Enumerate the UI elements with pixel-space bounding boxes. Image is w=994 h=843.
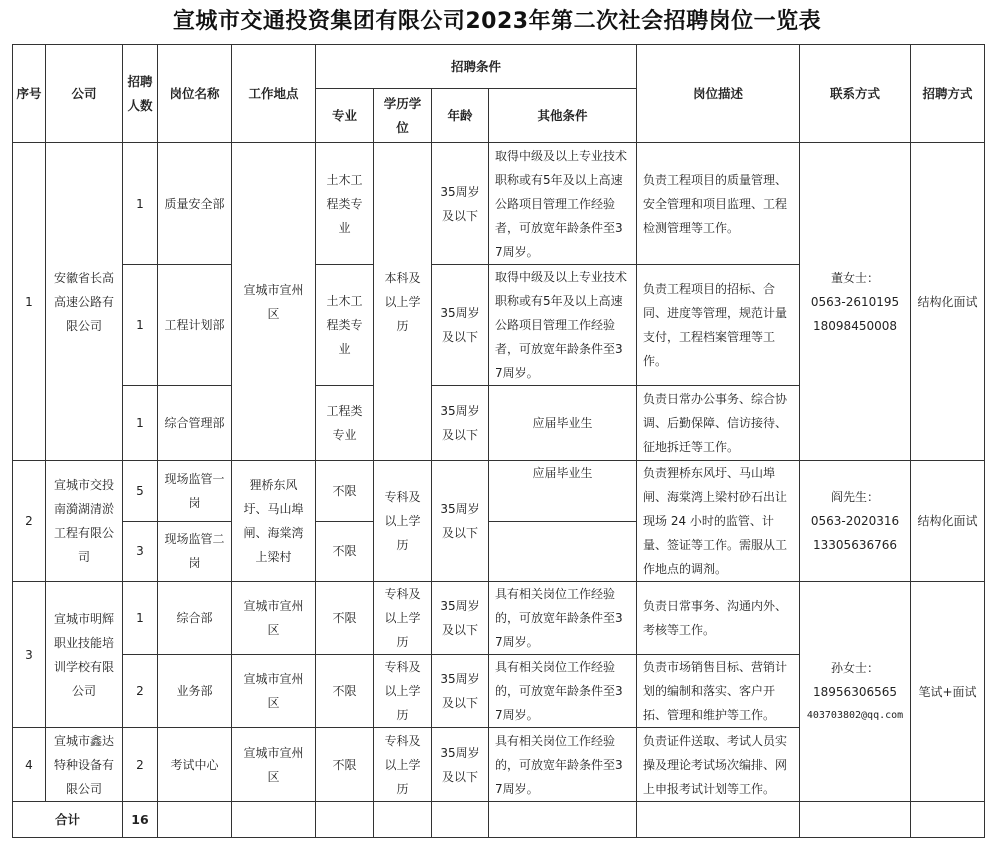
other-cell: 取得中级及以上专业技术职称或有5年及以上高速公路项目管理工作经验者，可放宽年龄条件至37周岁。 [489, 265, 637, 386]
method-cell: 结构化面试 [911, 461, 985, 582]
method-cell: 笔试+面试 [911, 582, 985, 802]
age-cell: 35周岁及以下 [432, 655, 489, 728]
education-cell: 专科及以上学历 [374, 461, 432, 582]
header-seq: 序号 [13, 45, 46, 143]
total-empty [316, 802, 374, 838]
table-row [13, 143, 985, 265]
description-cell: 负责工程项目的质量管理、安全管理和项目监理、工程检测管理等工作。 [637, 143, 800, 265]
company-cell: 宣城市明辉职业技能培训学校有限公司 [46, 582, 123, 728]
description-cell: 负责工程项目的招标、合同、进度等管理，规范计量支付，工程档案管理等工作。 [637, 265, 800, 386]
position-cell: 质量安全部 [158, 143, 232, 265]
description-cell: 负责证件送取、考试人员实操及理论考试场次编排、网上申报考试计划等工作。 [637, 728, 800, 802]
age-cell: 35周岁及以下 [432, 461, 489, 582]
header-location: 工作地点 [232, 45, 316, 143]
header-row-1 [13, 45, 985, 89]
header-company: 公司 [46, 45, 123, 143]
age-cell: 35周岁及以下 [432, 265, 489, 386]
total-empty [158, 802, 232, 838]
header-contact: 联系方式 [800, 45, 911, 143]
total-empty [232, 802, 316, 838]
company-cell: 宣城市交投南漪湖清淤工程有限公司 [46, 461, 123, 582]
other-cell: 具有相关岗位工作经验的，可放宽年龄条件至37周岁。 [489, 728, 637, 802]
contact-email: 403703802@qq.com [806, 709, 904, 721]
count-cell: 2 [123, 728, 158, 802]
contact-cell [800, 582, 911, 802]
page-title: 宣城市交通投资集团有限公司2023年第二次社会招聘岗位一览表 [172, 9, 822, 34]
seq-cell: 4 [13, 728, 46, 802]
contact-phone: 18098450008 [813, 318, 897, 333]
header-method: 招聘方式 [911, 45, 985, 143]
education-cell: 专科及以上学历 [374, 728, 432, 802]
contact-phone: 13305636766 [813, 538, 897, 552]
contact-cell [800, 143, 911, 461]
recruitment-table [12, 44, 985, 838]
total-empty [489, 802, 637, 838]
total-row [13, 802, 985, 838]
header-conditions: 招聘条件 [316, 45, 637, 89]
count-cell: 1 [123, 265, 158, 386]
education-cell: 本科及以上学历 [374, 143, 432, 461]
position-cell: 综合管理部 [158, 386, 232, 461]
header-age: 年龄 [432, 89, 489, 143]
count-cell: 3 [123, 521, 158, 582]
age-cell: 35周岁及以下 [432, 582, 489, 655]
description-cell: 负责日常办公事务、综合协调、后勤保障、信访接待、征地拆迁等工作。 [637, 386, 800, 461]
contact-name: 孙女士： [831, 660, 880, 675]
other-cell: 取得中级及以上专业技术职称或有5年及以上高速公路项目管理工作经验者，可放宽年龄条件至37周岁。 [489, 143, 637, 265]
major-cell: 不限 [316, 655, 374, 728]
company-cell: 宣城市鑫达特种设备有限公司 [46, 728, 123, 802]
education-cell: 专科及以上学历 [374, 655, 432, 728]
other-cell: 应届毕业生 [489, 461, 637, 522]
age-cell: 35周岁及以下 [432, 143, 489, 265]
count-cell: 5 [123, 461, 158, 522]
method-cell: 结构化面试 [911, 143, 985, 461]
age-cell: 35周岁及以下 [432, 728, 489, 802]
position-cell: 现场监管一岗 [158, 461, 232, 522]
description-cell: 负责日常事务、沟通内外、考核等工作。 [637, 582, 800, 655]
other-cell-empty [489, 521, 637, 582]
total-count: 16 [123, 802, 158, 838]
position-cell: 工程计划部 [158, 265, 232, 386]
location-cell: 宣城市宣州区 [232, 143, 316, 461]
seq-cell: 1 [13, 143, 46, 461]
total-empty [800, 802, 911, 838]
age-cell: 35周岁及以下 [432, 386, 489, 461]
header-description: 岗位描述 [637, 45, 800, 143]
position-cell: 考试中心 [158, 728, 232, 802]
major-cell: 土木工程类专业 [316, 143, 374, 265]
count-cell: 2 [123, 655, 158, 728]
contact-name: 董女士： [831, 270, 880, 285]
seq-cell: 2 [13, 461, 46, 582]
contact-phone: 0563-2020316 [810, 514, 900, 528]
other-cell: 具有相关岗位工作经验的，可放宽年龄条件至37周岁。 [489, 655, 637, 728]
total-empty [637, 802, 800, 838]
position-cell: 业务部 [158, 655, 232, 728]
major-cell: 不限 [316, 728, 374, 802]
header-position: 岗位名称 [158, 45, 232, 143]
header-count: 招聘人数 [123, 45, 158, 143]
table-row [13, 582, 985, 655]
location-cell: 宣城市宣州区 [232, 582, 316, 655]
count-cell: 1 [123, 143, 158, 265]
total-empty [374, 802, 432, 838]
contact-phone: 18956306565 [813, 684, 897, 699]
location-cell: 狸桥东风圩、马山埠闸、海棠湾上梁村 [232, 461, 316, 582]
other-cell: 应届毕业生 [489, 386, 637, 461]
contact-phone: 0563-2610195 [810, 294, 900, 309]
major-cell: 工程类专业 [316, 386, 374, 461]
table-row [13, 461, 985, 522]
header-major: 专业 [316, 89, 374, 143]
contact-cell [800, 461, 911, 582]
position-cell: 现场监管二岗 [158, 521, 232, 582]
major-cell: 不限 [316, 521, 374, 582]
education-cell: 专科及以上学历 [374, 582, 432, 655]
count-cell: 1 [123, 582, 158, 655]
major-cell: 不限 [316, 582, 374, 655]
location-cell: 宣城市宣州区 [232, 655, 316, 728]
total-empty [911, 802, 985, 838]
header-other: 其他条件 [489, 89, 637, 143]
total-empty [432, 802, 489, 838]
header-education: 学历学位 [374, 89, 432, 143]
major-cell: 不限 [316, 461, 374, 522]
contact-name: 阎先生： [831, 490, 880, 504]
seq-cell: 3 [13, 582, 46, 728]
count-cell: 1 [123, 386, 158, 461]
total-label: 合计 [13, 802, 123, 838]
major-cell: 土木工程类专业 [316, 265, 374, 386]
description-cell: 负责市场销售目标、营销计划的编制和落实、客户开拓、管理和维护等工作。 [637, 655, 800, 728]
position-cell: 综合部 [158, 582, 232, 655]
company-cell: 安徽省长高高速公路有限公司 [46, 143, 123, 461]
other-cell: 具有相关岗位工作经验的，可放宽年龄条件至37周岁。 [489, 582, 637, 655]
description-cell: 负责狸桥东风圩、马山埠闸、海棠湾上梁村砂石出让现场 24 小时的监管、计量、签证等工作。需服从工作地点的调剂。 [637, 461, 800, 582]
location-cell: 宣城市宣州区 [232, 728, 316, 802]
